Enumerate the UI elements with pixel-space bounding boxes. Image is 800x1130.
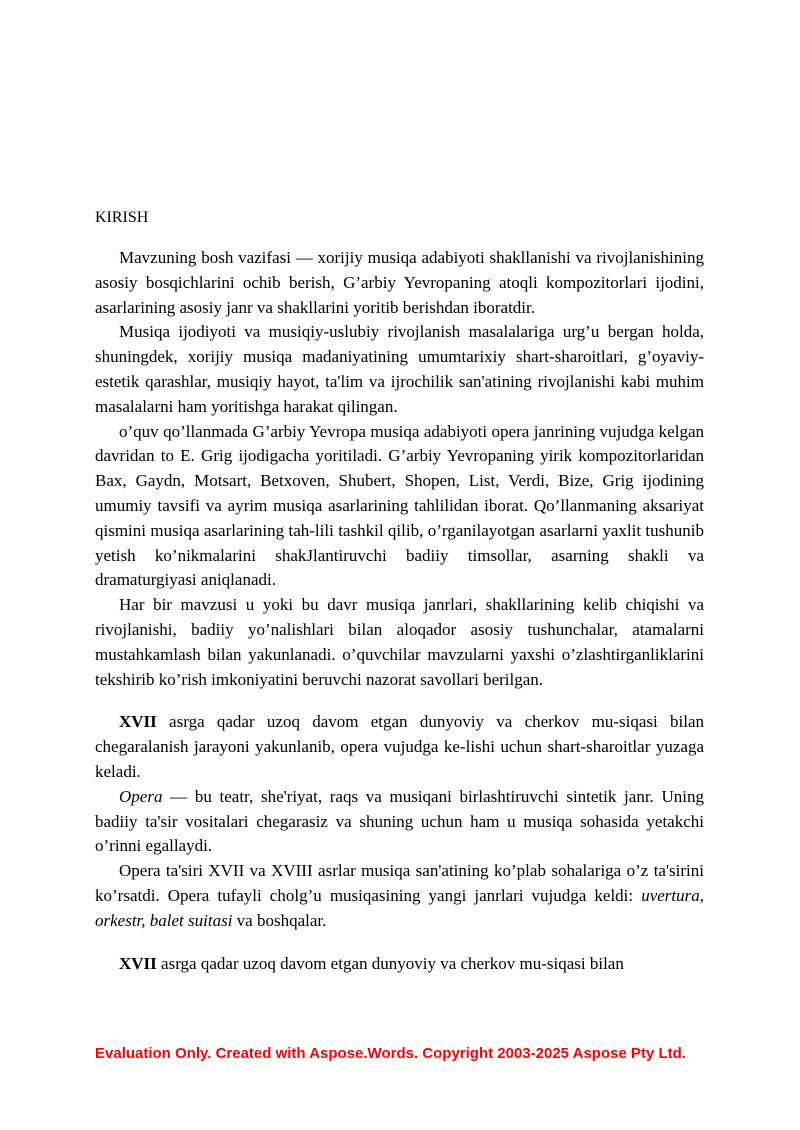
paragraph-text: asrga qadar uzoq davom etgan dunyoviy va cherkov mu-siqasi bilan <box>156 953 624 973</box>
paragraph-intro: Mavzuning bosh vazifasi — xorijiy musiqa adabiyoti shakllanishi va rivojlanishining asosiy bosqichlarini ochib berish, G’arbiy Yevropaning atoqli kompozitorlari ijodini, asarlarining asosiy janr va shakllarini yoritib berishdan iboratdir. <box>95 248 704 317</box>
paragraph-gap <box>95 934 704 952</box>
paragraph-text: — bu teatr, she'riyat, raqs va musiqani birlashtiruvchi sintetik janr. Uning badiiy ta'sir vositalari chegarasiz va shuning uchun ham u musiqa sohasida yetakchi o’rinni egallaydi. <box>95 786 704 856</box>
paragraph-text: asrga qadar uzoq davom etgan dunyoviy va cherkov mu-siqasi bilan chegaralanish jarayoni yakunlanib, opera vujudga ke-lishi uchun shart-sharoitlar yuzaga keladi. <box>95 712 704 781</box>
paragraph-manual: o’quv qo’llanmada G’arbiy Yevropa musiqa adabiyoti opera janrining vujudga kelgan davridan to E. Grig ijodigacha yoritiladi. G’arbiy Yevropaning yirik kompozitorlaridan Bax, Gaydn, Motsart, Betxoven, Shubert, Shopen, List, Verdi, Bize, Grig ijodining umumiy tavsifi va ayrim musiqa asarlarining tahlilidan iborat. Qo’llanmaning aksariyat qismini musiqa asarlarining tah-lili tashkil qilib, o’rganilayotgan asarlarni yaxlit tushunib yetish ko’nikmalarini shakJlantiruvchi badiiy timsollar, asarning shakli va dramaturgiyasi aniqlanadi. <box>95 421 704 590</box>
century-bold: XVII <box>119 953 157 973</box>
evaluation-watermark: Evaluation Only. Created with Aspose.Words. Copyright 2003-2025 Aspose Pty Ltd. <box>95 1045 686 1062</box>
opera-italic: Opera <box>119 786 163 806</box>
genres-italic: uvertura, orkestr, balet suitasi <box>95 885 704 930</box>
document-page <box>95 206 704 976</box>
paragraph-text: Opera ta'siri XVII va XVIII asrlar musiqa san'atining ko’plab sohalariga o’z ta'sirini ko’rsatdi. Opera tufayli cholg’u musiqasining yangi janrlari vujudga keldi: <box>95 861 704 905</box>
paragraph-opera-definition <box>95 785 704 859</box>
paragraph-xvii-century <box>95 710 704 784</box>
century-bold: XVII <box>119 712 157 732</box>
paragraph-topics: Har bir mavzusi u yoki bu davr musiqa janrlari, shakllarining kelib chiqishi va rivojlanishi, badiiy yo’nalishlari bilan aloqador asosiy tushunchalar, atamalarni mustahkamlash bilan yakunlanadi. o’quvchilar mavzularni yaxshi o’zlashtirganliklarini tekshirib ko’rish imkoniyatini beruvchi nazorat savollari berilgan. <box>95 595 704 689</box>
paragraph-text: va boshqalar. <box>232 910 327 930</box>
section-heading: KIRISH <box>95 209 149 226</box>
paragraph-xvii-repeat <box>95 952 704 977</box>
paragraph-creativity: Musiqa ijodiyoti va musiqiy-uslubiy rivojlanish masalalariga urg’u bergan holda, shuningdek, xorijiy musiqa madaniyatining umumtarixiy shart-sharoitlari, g’oyaviy-estetik qarashlar, musiqiy hayot, ta'lim va ijrochilik san'atining rivojlanishi kabi muhim masalalarni ham yoritishga harakat qilingan. <box>95 322 704 416</box>
paragraph-gap <box>95 692 704 710</box>
paragraph-opera-influence <box>95 859 704 933</box>
